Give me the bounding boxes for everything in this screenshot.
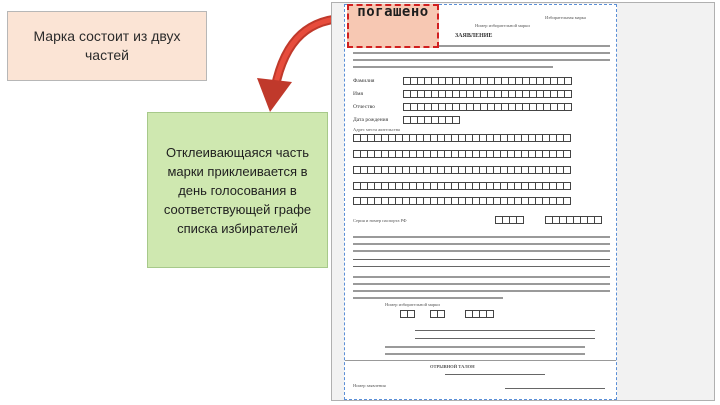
field-label-birthdate: Дата рождения — [353, 117, 389, 123]
address-cells-2[interactable] — [353, 150, 570, 158]
birthdate-cells[interactable] — [403, 116, 459, 124]
stamp-parts-callout — [7, 11, 207, 81]
patronymic-cells[interactable] — [403, 103, 571, 111]
bottom-line: Номер заявления — [353, 383, 386, 388]
application-form — [344, 4, 617, 400]
address-cells-1[interactable] — [353, 134, 570, 142]
firstname-cells[interactable] — [403, 90, 571, 98]
top-right-1: Избирательная марка — [545, 15, 586, 20]
passport-section: Серия и номер паспорта РФ — [353, 218, 407, 223]
field-label-firstname: Имя — [353, 91, 363, 97]
stamp-cells-2[interactable] — [430, 310, 444, 318]
stamp-label: погашено — [357, 4, 429, 20]
field-label-patronymic: Отчество — [353, 104, 375, 110]
stamp-parts-text: Марка состоит из двух частей — [33, 28, 181, 63]
passport-series[interactable] — [495, 216, 523, 224]
field-label-lastname: Фамилия — [353, 78, 375, 84]
address-section: Адрес места жительства — [353, 127, 400, 132]
cancelled-stamp — [347, 4, 439, 48]
stamp-cells-1[interactable] — [400, 310, 414, 318]
address-cells-3[interactable] — [353, 166, 570, 174]
passport-number[interactable] — [545, 216, 601, 224]
form-title: ЗАЯВЛЕНИЕ — [455, 33, 493, 39]
address-cells-5[interactable] — [353, 197, 570, 205]
tear-off-label: ОТРЫВНОЙ ТАЛОН — [430, 364, 475, 369]
lastname-cells[interactable] — [403, 77, 571, 85]
top-right-2: Номер избирательной марки — [475, 23, 530, 28]
stamp-section: Номер избирательной марки — [385, 302, 440, 307]
stamp-cells-3[interactable] — [465, 310, 493, 318]
address-cells-4[interactable] — [353, 182, 570, 190]
detach-text: Отклеивающаяся часть марки приклеивается в день голосования в соответствующей графе списка избирателей — [163, 144, 312, 236]
detach-callout — [147, 112, 328, 268]
